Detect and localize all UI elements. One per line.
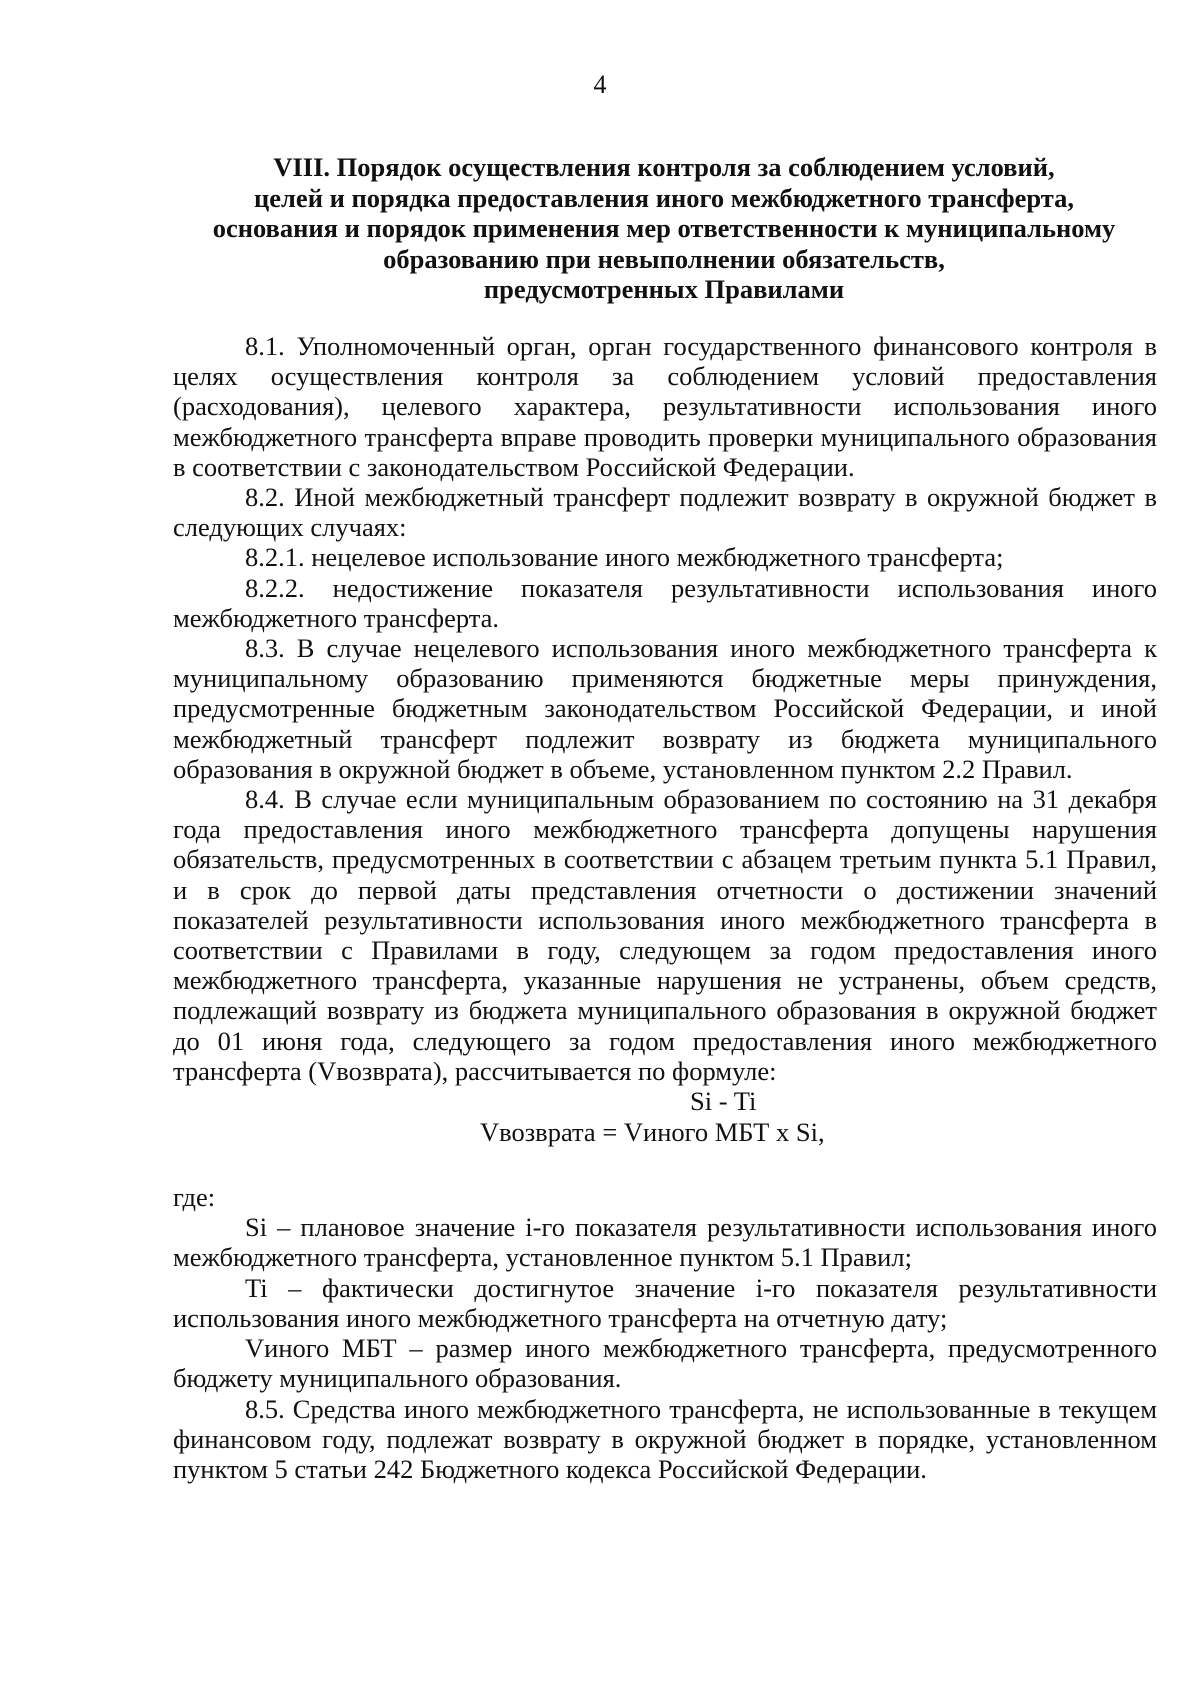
spacer bbox=[173, 1158, 1157, 1182]
heading-line-1: VIII. Порядок осуществления контроля за соблюдением условий, bbox=[273, 152, 1055, 182]
paragraph-8-3: 8.3. В случае нецелевого использования иного межбюджетного трансферта к муниципальному образованию применяются бюджетные меры принуждения, предусмотренные бюджетным законодательством Российской Федерации, и иной межбюджетный трансферт подлежит возврату из бюджета муниципального образования в окружной бюджет в объеме, установленном пунктом 2.2 Правил. bbox=[173, 633, 1157, 784]
paragraph-8-2-2: 8.2.2. недостижение показателя результативности использования иного межбюджетного трансферта. bbox=[173, 572, 1157, 633]
definition-v: Vиного МБТ – размер иного межбюджетного трансферта, предусмотренного бюджету муниципального образования. bbox=[173, 1333, 1157, 1394]
document-body bbox=[173, 331, 1157, 1484]
section-heading bbox=[170, 152, 1158, 305]
heading-line-5: предусмотренных Правилами bbox=[483, 274, 845, 305]
page-number: 4 bbox=[593, 70, 607, 99]
paragraph-8-2-1: 8.2.1. нецелевое использование иного межбюджетного трансферта; bbox=[245, 542, 1004, 573]
formula-numerator: Si - Ti bbox=[690, 1086, 757, 1117]
paragraph-8-5: 8.5. Средства иного межбюджетного трансферта, не использованные в текущем финансовом году, подлежат возврату в окружной бюджет в порядке, установленном пунктом 5 статьи 242 Бюджетного кодекса Российской Федерации. bbox=[173, 1393, 1157, 1484]
heading-line-4: образованию при невыполнении обязательств, bbox=[383, 243, 945, 274]
formula bbox=[173, 1086, 1157, 1158]
heading-line-3: основания и порядок применения мер ответственности к муниципальному bbox=[212, 213, 1116, 244]
heading-line-2: целей и порядка предоставления иного межбюджетного трансферта, bbox=[254, 182, 1074, 213]
formula-main: Vвозврата = Vиного МБТ x Si, bbox=[480, 1117, 825, 1148]
definition-ti: Ti – фактически достигнутое значение i-го показателя результативности использования иного межбюджетного трансферта на отчетную дату; bbox=[173, 1272, 1157, 1333]
paragraph-8-2: 8.2. Иной межбюджетный трансферт подлежит возврату в окружной бюджет в следующих случаях: bbox=[173, 482, 1157, 543]
paragraph-8-4: 8.4. В случае если муниципальным образованием по состоянию на 31 декабря года предоставления иного межбюджетного трансферта допущены нарушения обязательств, предусмотренных в соответствии с абзацем третьим пункта 5.1 Правил, и в срок до первой даты представления отчетности о достижении значений показателей результативности использования иного межбюджетного трансферта в соответствии с Правилами в году, следующем за годом предоставления иного межбюджетного трансферта, указанные нарушения не устранены, объем средств, подлежащий возврату из бюджета муниципального образования в окружной бюджет до 01 июня года, следующего за годом предоставления иного межбюджетного трансферта (Vвозврата), рассчитывается по формуле: bbox=[173, 784, 1157, 1086]
paragraph-8-1: 8.1. Уполномоченный орган, орган государственного финансового контроля в целях осуществления контроля за соблюдением условий предоставления (расходования), целевого характера, результативности использования иного межбюджетного трансферта вправе проводить проверки муниципального образования в соответствии с законодательством Российской Федерации. bbox=[173, 331, 1157, 482]
where-label: где: bbox=[173, 1182, 216, 1213]
definition-si: Si – плановое значение i-го показателя результативности использования иного межбюджетного трансферта, установленное пунктом 5.1 Правил; bbox=[173, 1212, 1157, 1273]
